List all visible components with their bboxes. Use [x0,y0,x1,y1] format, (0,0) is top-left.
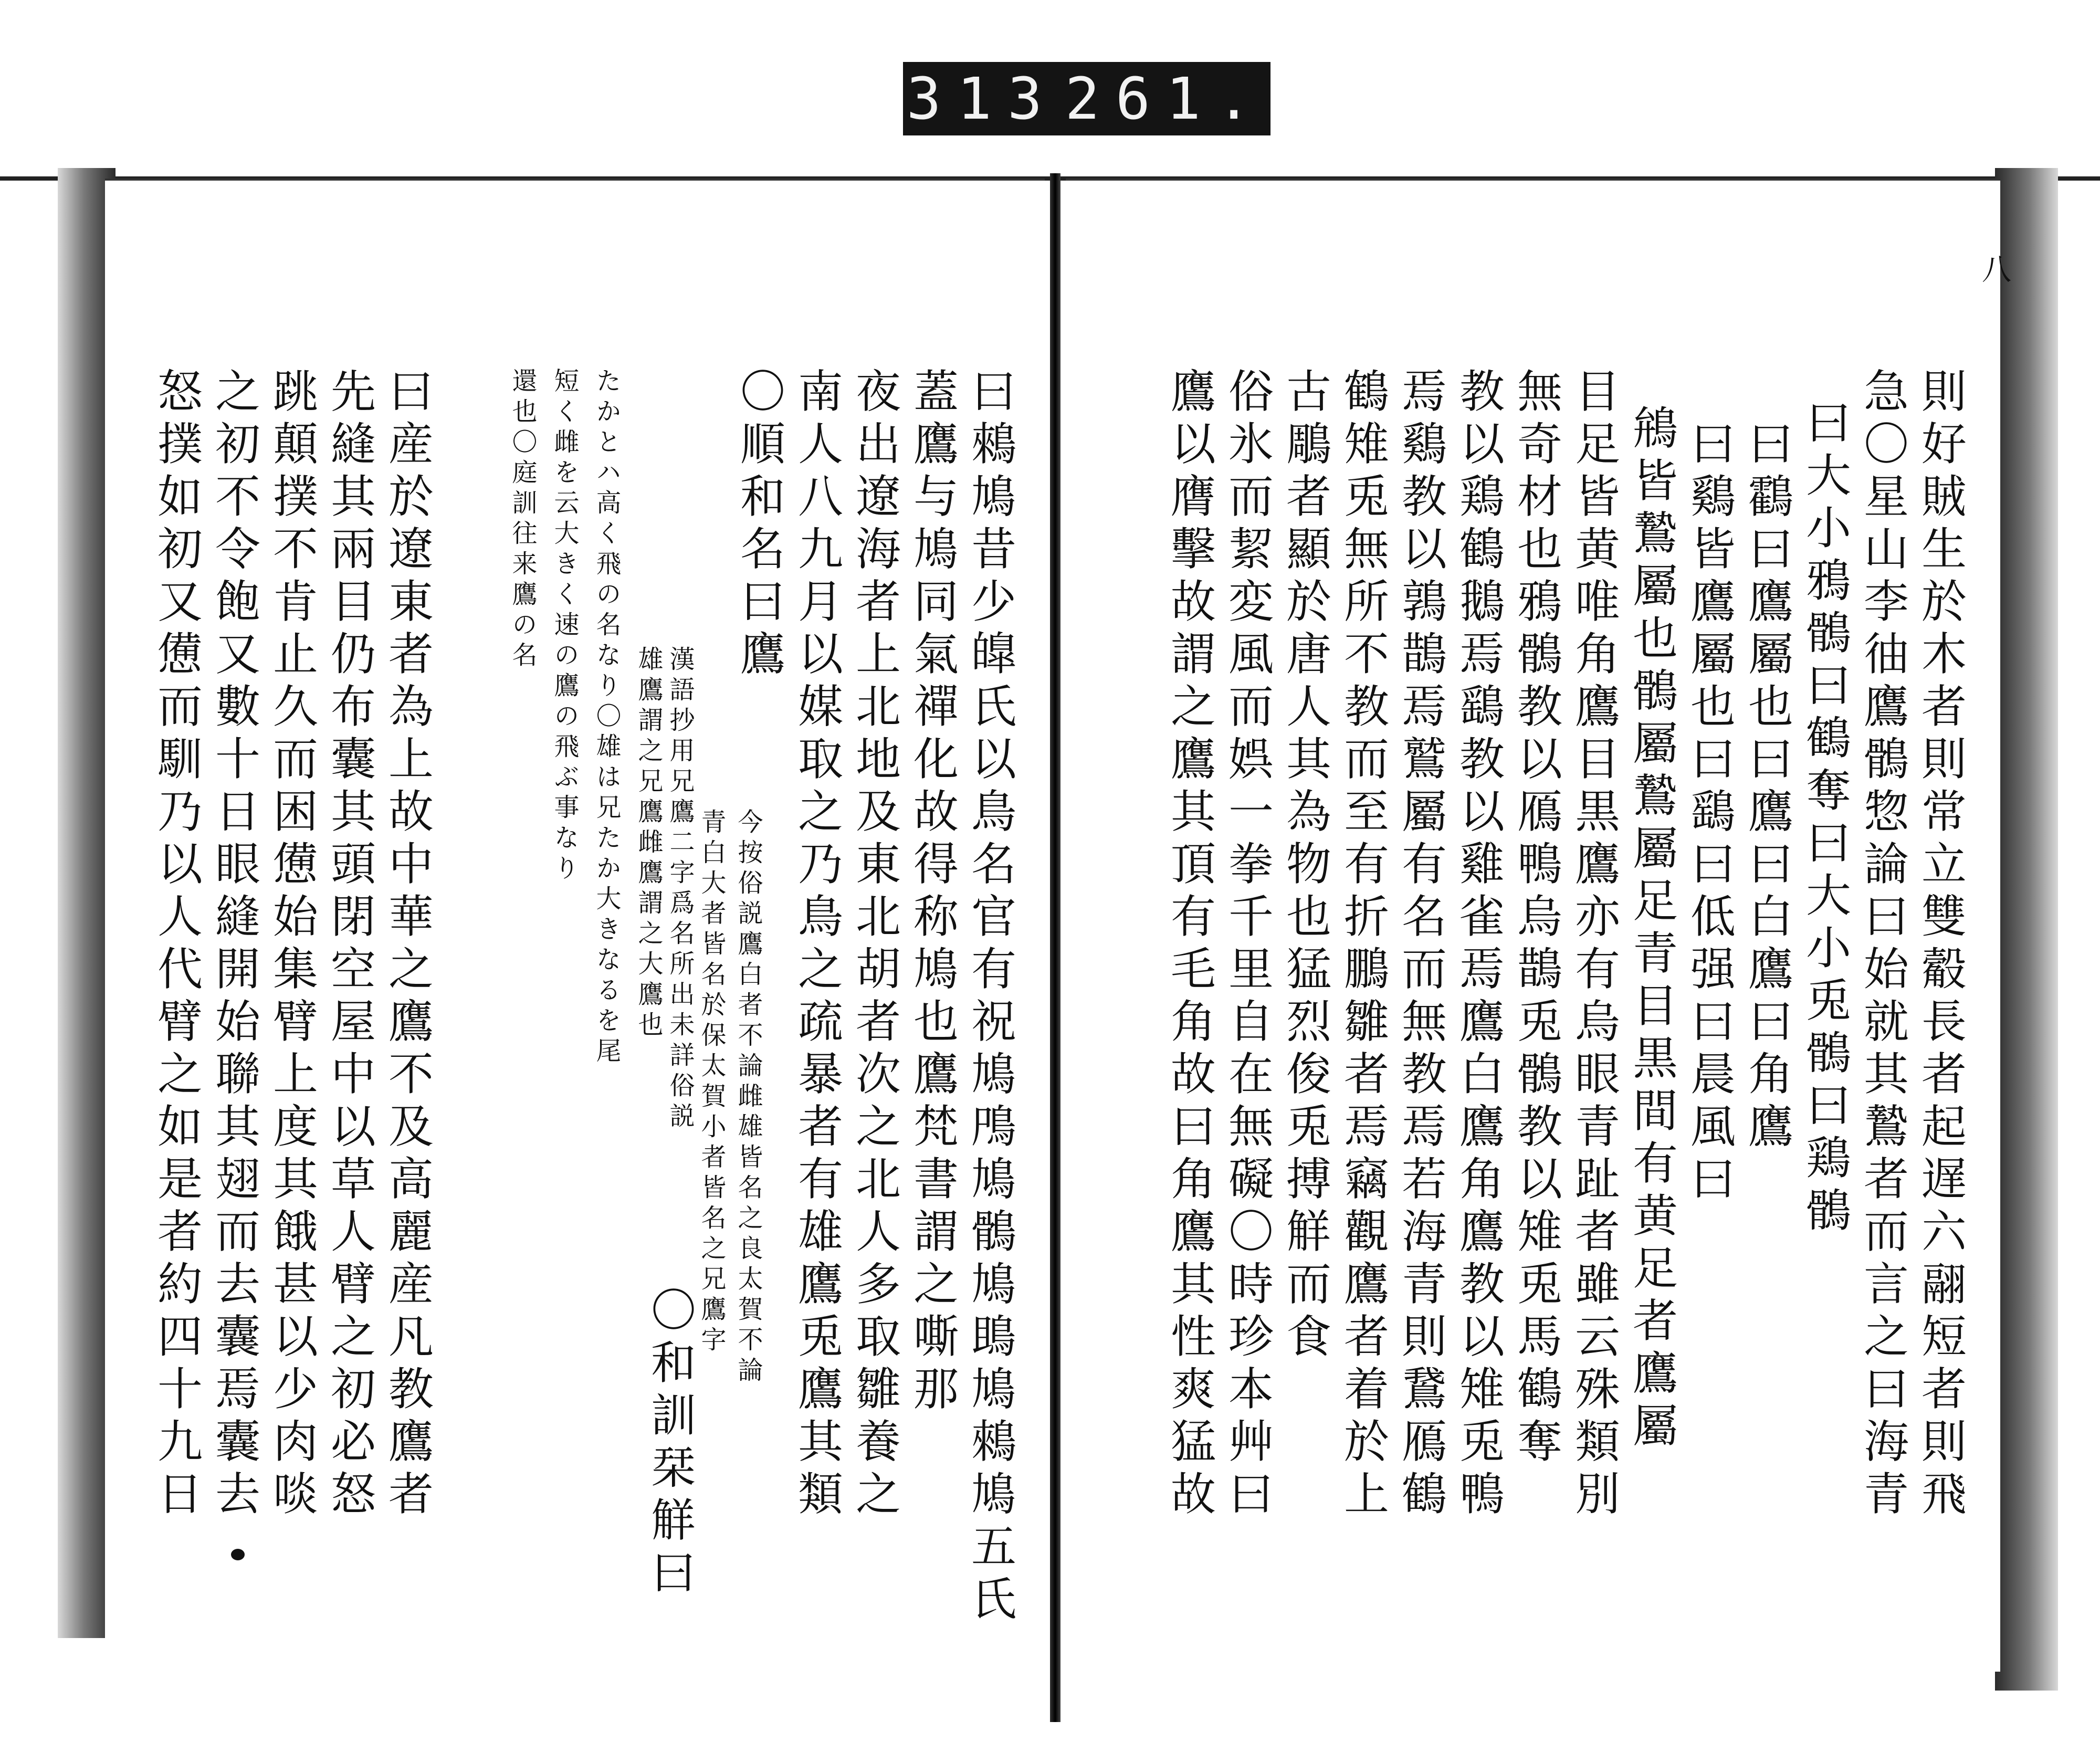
text-column: 夜出遼海者上北地及東北胡者次之北人多取雛養之 [848,368,900,1523]
annotation-column: 漢語抄用兄鷹二字爲名所出未詳俗説 [665,646,695,1133]
text-column: 教以鶏鶴鵝焉鷂教以雞雀焉鷹白鷹角鷹教以雉兎鴨 [1452,368,1504,1523]
ink-dot [231,1549,245,1560]
text-column: 曰大小鴉鶻曰鶴奪曰大小兎鶻曰鶏鶻 [1798,399,1851,1239]
text-column: 古鵰者顯於唐人其為物也猛烈俊兎搏觧而食 [1278,368,1331,1365]
film-number-right: 261. [1065,65,1267,132]
annotation-column: 雄鷹謂之兄鷹雌鷹謂之大鷹也 [634,646,663,1042]
text-column: 無奇材也鴉鶻教以鴈鴨烏鵲兎鶻教以雉兎馬鶴奪 [1509,368,1562,1470]
text-column: 蓋鷹与鳩同氣禪化故得称鳩也鷹梵書謂之嘶那 [906,368,958,1418]
text-column: 南人八九月以媒取之乃鳥之疏暴者有雄鷹兎鷹其類 [790,368,843,1523]
text-column: 急〇星山李㣙鷹鶻惣論曰始就其鷙者而言之曰海青 [1856,368,1908,1523]
text-column: 跳顛撲不肯止久而困憊始集臂上度其餓甚以少肉啖 [265,368,318,1523]
handwritten-column: 還也〇庭訓往来鷹の名 [508,368,537,672]
text-column: 目足皆黄唯角鷹目黒鷹亦有烏眼青趾者雖云殊類別 [1567,368,1620,1523]
annotation-column: 今按俗説鷹白者不論雌雄皆名之良太賀不論 [733,809,763,1387]
microfilm-frame-label [903,62,1270,135]
text-column: 曰産於遼東者為上故中華之鷹不及高麗産凡教鷹者 [381,368,433,1523]
text-column: 曰鶆鳩昔少皥氏以鳥名官有祝鳩鳲鳩鶻鳩鴡鳩鶆鳩五氏 [963,368,1016,1628]
book-gutter [1050,173,1060,1722]
text-column: 俗氷而絜変風而娯一拳千里自在無礙〇時珍本艸曰 [1221,368,1273,1523]
annotation-column: 青白大者皆名於保太賀小者皆名之兄鷹字 [697,809,726,1357]
page-number: 八 [1982,253,2011,287]
text-column: 先縫其兩目仍布囊其頭閉空屋中以草人臂之初必怒 [323,368,375,1523]
text-column: 鷹以膺擊故謂之鷹其頂有毛角故曰角鷹其性爽猛故 [1163,368,1215,1523]
text-column: 則好賊生於木者則常立雙觳長者起遅六翮短者則飛 [1914,368,1966,1523]
handwritten-column: 短く雌を云大きく速の鷹の飛ぶ事なり [550,368,579,885]
text-column: 〇和訓栞觧曰 [643,1286,696,1601]
text-column: 〇順和名曰鷹 [732,368,785,683]
film-number-left: 313 [906,65,1058,132]
handwritten-column: たかとハ高く飛の名なり〇雄は兄たか大きなるを尾 [592,368,621,1068]
text-column: 之初不令飽又數十日眼縫開始聯其翅而去囊焉囊去 [207,368,260,1523]
text-column: 鶴雉兎無所不教而至有折鵬雛者焉竊觀鷹者着於上 [1336,368,1389,1523]
text-column: 焉鷄教以鶉鵲焉鷲屬有名而無教焉若海青則鵞鴈鶴 [1394,368,1446,1523]
text-column: 曰鷄皆鷹屬也曰鷂曰低强曰晨風曰 [1683,420,1735,1208]
right-book-edge [1995,168,2058,1691]
text-column: 怒撲如初又憊而馴乃以人代臂之如是者約四十九日 [150,368,202,1523]
text-column: 鴘皆鷙屬也鶻屬鷙屬足青目黒間有黄足者鷹屬 [1625,404,1677,1454]
text-column: 曰鸖曰鷹屬也曰鷹曰白鷹曰角鷹 [1740,420,1793,1155]
